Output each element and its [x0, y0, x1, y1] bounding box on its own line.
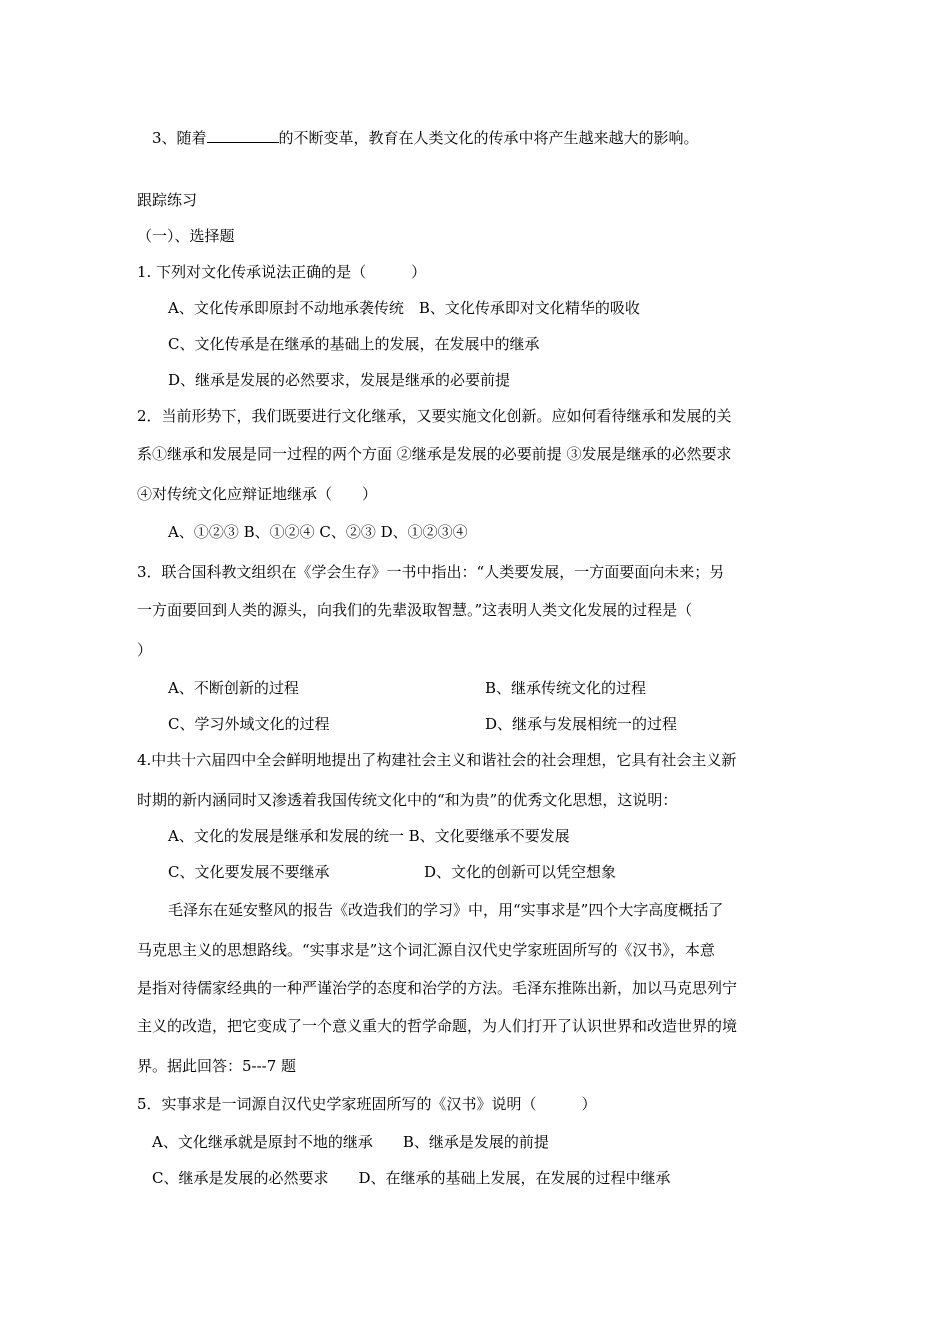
fill-in-blank[interactable] — [207, 128, 279, 143]
q5-stem: 5．实事求是一词源自汉代史学家班固所写的《汉书》说明（ ） — [137, 1095, 597, 1113]
q3-option-a: A、不断创新的过程 — [168, 679, 299, 697]
section-title: 跟踪练习 — [137, 191, 198, 209]
q5-options-ab: A、文化继承就是原封不地的继承 B、继承是发展的前提 — [152, 1133, 549, 1151]
q2-options: A、①②③ B、①②④ C、②③ D、①②③④ — [168, 523, 468, 541]
fill-in-question-3 — [152, 128, 699, 148]
q5-options-cd: C、继承是发展的必然要求 D、在继承的基础上发展，在发展的过程中继承 — [152, 1169, 671, 1187]
q1-options-ab: A、文化传承即原封不动地承袭传统 B、文化传承即对文化精华的吸收 — [168, 299, 640, 317]
q1-option-c: C、文化传承是在继承的基础上的发展，在发展中的继承 — [168, 335, 540, 353]
passage-line-4: 主义的改造，把它变成了一个意义重大的哲学命题，为人们打开了认识世界和改造世界的境 — [137, 1017, 738, 1035]
q1-option-d: D、继承是发展的必然要求，发展是继承的必要前提 — [168, 371, 511, 389]
q3-option-c: C、学习外域文化的过程 — [168, 715, 330, 733]
passage-line-5: 界。据此回答：5---7 题 — [137, 1057, 297, 1075]
q3-option-b: B、继承传统文化的过程 — [485, 679, 647, 697]
fill-in-after: 的不断变革，教育在人类文化的传承中将产生越来越大的影响。 — [278, 129, 699, 147]
q2-line-3: ④对传统文化应辩证地继承（ ） — [137, 485, 378, 503]
subsection-title: （一）、选择题 — [137, 227, 235, 245]
q1-stem: 1. 下列对文化传承说法正确的是（ ） — [137, 263, 427, 281]
q4-options-ab: A、文化的发展是继承和发展的统一 B、文化要继承不要发展 — [168, 827, 570, 845]
q3-line-1: 3．联合国科教文组织在《学会生存》一书中指出：“人类要发展，一方面要面向未来；另 — [137, 563, 725, 581]
q4-line-2: 时期的新内涵同时又渗透着我国传统文化中的“和为贵”的优秀文化思想，这说明： — [137, 791, 678, 809]
q3-option-d: D、继承与发展相统一的过程 — [485, 715, 678, 733]
q4-line-1: 4.中共十六届四中全会鲜明地提出了构建社会主义和谐社会的社会理想，它具有社会主义新 — [137, 751, 737, 769]
q2-line-2: 系①继承和发展是同一过程的两个方面 ②继承是发展的必要前提 ③发展是继承的必然要求 — [137, 445, 732, 463]
q3-line-3: ） — [137, 641, 153, 659]
passage-line-1: 毛泽东在延安整风的报告《改造我们的学习》中，用“实事求是”四个大字高度概括了 — [168, 901, 724, 919]
q3-line-2: 一方面要回到人类的源头，向我们的先辈汲取智慧。”这表明人类文化发展的过程是（ — [137, 601, 693, 619]
passage-line-2: 马克思主义的思想路线。“实事求是”这个词汇源自汉代史学家班固所写的《汉书》，本意 — [137, 941, 715, 959]
passage-line-3: 是指对待儒家经典的一种严谨治学的态度和治学的方法。毛泽东推陈出新，加以马克思列宁 — [137, 979, 738, 997]
q4-option-d: D、文化的创新可以凭空想象 — [424, 863, 617, 881]
q4-option-c: C、文化要发展不要继承 — [168, 863, 330, 881]
fill-in-before: 3、随着 — [152, 129, 207, 147]
q2-line-1: 2．当前形势下，我们既要进行文化继承，又要实施文化创新。应如何看待继承和发展的关 — [137, 407, 732, 425]
